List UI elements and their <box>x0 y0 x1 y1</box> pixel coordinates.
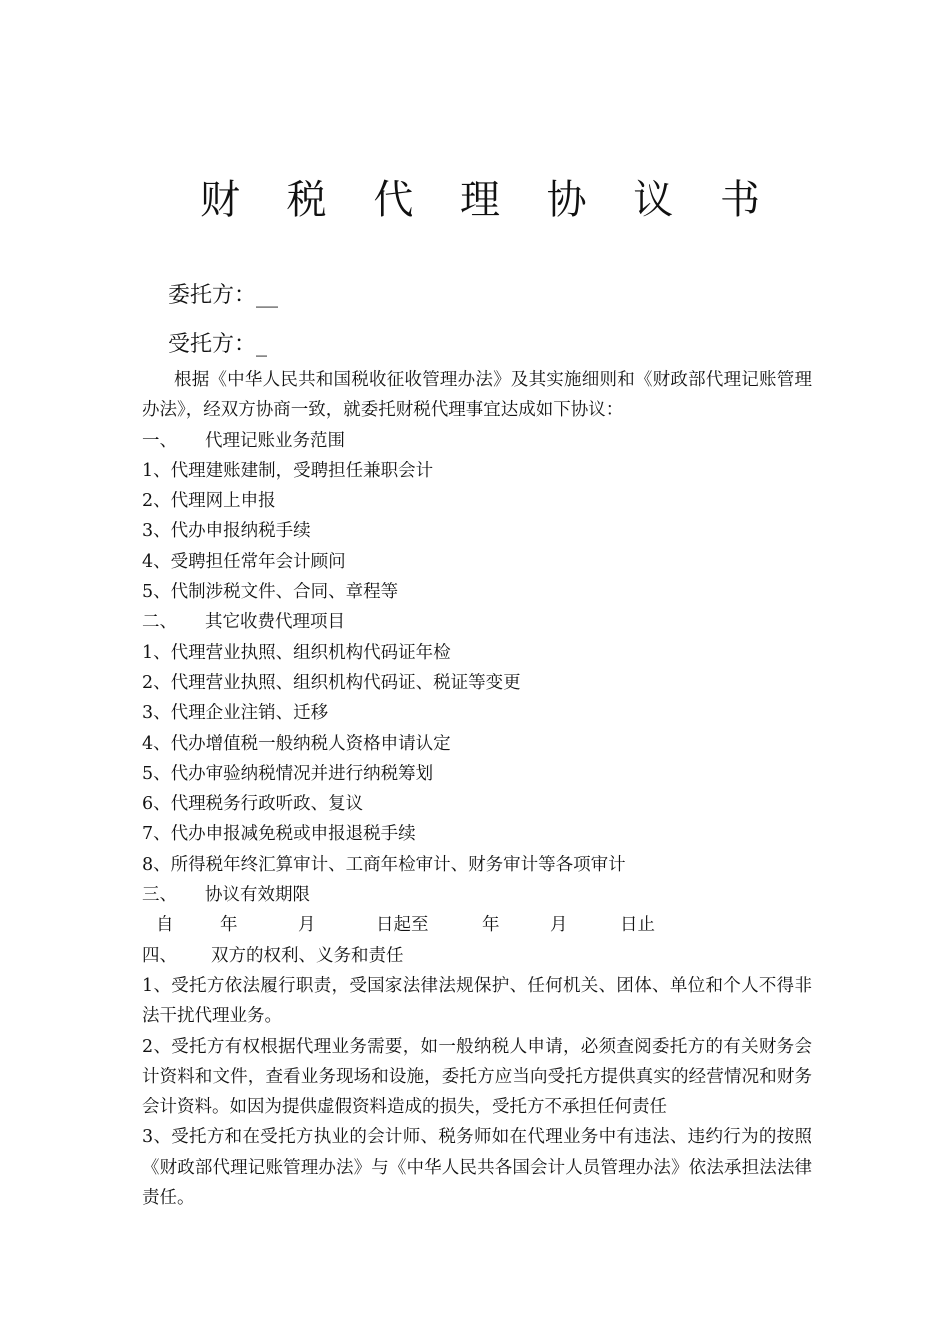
rights-paragraph-2: 2、受托方有权根据代理业务需要，如一般纳税人申请，必须查阅委托方的有关财务会计资料和文件，查看业务现场和设施，委托方应当向受托方提供真实的经营情况和财务会计资料。如因为提供虚假资料造成的损失，受托方不承担任何责任 <box>142 1036 812 1118</box>
title-char: 理 <box>459 177 500 223</box>
document-title <box>200 168 760 225</box>
section-heading-other <box>142 607 812 637</box>
agreement-body <box>142 365 812 1213</box>
list-item: 5、代办审验纳税情况并进行纳税筹划 <box>142 763 434 784</box>
list-item: 1、代理营业执照、组织机构代码证年检 <box>142 642 451 663</box>
section-heading-rights <box>142 941 812 971</box>
list-item: 3、代理企业注销、迁移 <box>142 703 329 724</box>
section-title: 其它收费代理项目 <box>205 612 345 633</box>
title-char: 税 <box>286 177 327 223</box>
section-number: 二、 <box>142 612 177 633</box>
list-item: 3、代办申报纳税手续 <box>142 521 311 542</box>
list-item: 4、受聘担任常年会计顾问 <box>142 551 346 572</box>
period-month-end: 月 <box>550 915 568 936</box>
list-item: 2、代理网上申报 <box>142 491 276 512</box>
period-year-end: 年 <box>482 915 500 936</box>
title-char: 议 <box>633 177 674 223</box>
rights-paragraph-3: 3、受托方和在受托方执业的会计师、税务师如在代理业务中有违法、违约行为的按照《财政部代理记账管理办法》与《中华人民共各国会计人员管理办法》依法承担法法律责任。 <box>142 1127 812 1209</box>
list-item: 6、代理税务行政听政、复议 <box>142 794 364 815</box>
title-char: 协 <box>546 177 587 223</box>
intro-paragraph: 根据《中华人民共和国税收征收管理办法》及其实施细则和《财政部代理记账管理办法》，经双方协商一致，就委托财税代理事宜达成如下协议： <box>142 370 812 421</box>
section-title: 双方的权利、义务和责任 <box>211 945 404 966</box>
list-item: 1、代理建账建制，受聘担任兼职会计 <box>142 460 434 481</box>
agent-party-line: 受托方：_ <box>168 332 268 357</box>
section-title: 代理记账业务范围 <box>205 430 345 451</box>
title-char: 书 <box>719 177 760 223</box>
period-month-start: 月 <box>298 915 316 936</box>
period-year-start: 年 <box>220 915 238 936</box>
rights-paragraph-1: 1、受托方依法履行职责，受国家法律法规保护、任何机关、团体、单位和个人不得非法干扰代理业务。 <box>142 975 812 1027</box>
client-party-line: 委托方：__ <box>168 283 279 308</box>
period-day-end: 日止 <box>620 915 655 936</box>
section-number: 三、 <box>142 885 177 906</box>
list-item: 2、代理营业执照、组织机构代码证、税证等变更 <box>142 672 521 693</box>
title-char: 财 <box>200 177 240 223</box>
section-number: 一、 <box>142 430 177 451</box>
title-char: 代 <box>373 177 414 223</box>
list-item: 8、所得税年终汇算审计、工商年检审计、财务审计等各项审计 <box>142 854 626 875</box>
list-item: 7、代办申报减免税或申报退税手续 <box>142 824 416 845</box>
period-from: 自 <box>156 915 174 936</box>
list-item: 4、代办增值税一般纳税人资格申请认定 <box>142 733 451 754</box>
list-item: 5、代制涉税文件、合同、章程等 <box>142 582 399 603</box>
validity-period-line <box>142 910 812 940</box>
section-number: 四、 <box>142 945 177 966</box>
period-day-start: 日起至 <box>376 915 429 936</box>
section-heading-scope <box>142 426 812 456</box>
section-title: 协议有效期限 <box>205 885 310 906</box>
section-heading-period <box>142 880 812 910</box>
